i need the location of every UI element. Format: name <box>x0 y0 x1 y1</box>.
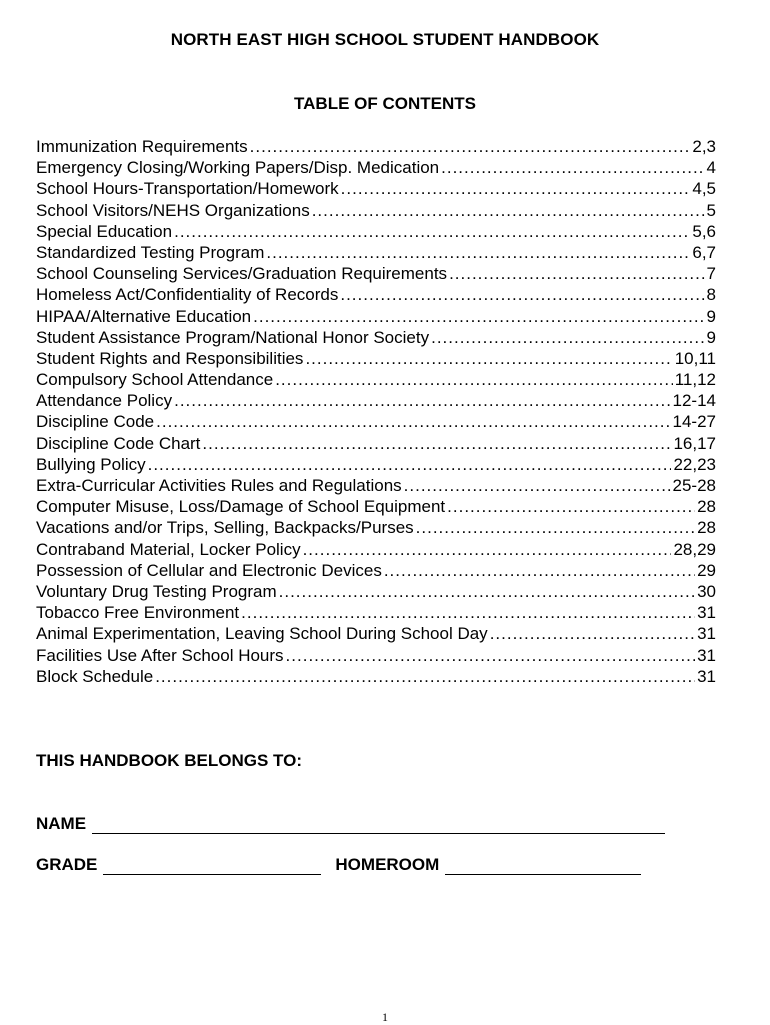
toc-entry <box>36 221 716 242</box>
toc-entry <box>36 645 716 666</box>
toc-leader-dots <box>449 263 704 284</box>
toc-leader-dots <box>490 623 695 644</box>
toc-entry <box>36 136 716 157</box>
toc-entry-page: 9 <box>706 327 716 347</box>
toc-entry-page: 4 <box>706 158 716 178</box>
toc-leader-dots <box>174 390 670 411</box>
toc-entry-page: 31 <box>697 624 716 644</box>
toc-entry-title: Student Assistance Program/National Honor Society <box>36 327 430 347</box>
toc-entry-title: Block Schedule <box>36 666 154 686</box>
toc-entry-page: 7 <box>706 264 716 284</box>
toc-entry-title: Attendance Policy <box>36 391 173 411</box>
toc-leader-dots <box>441 157 704 178</box>
toc-leader-dots <box>174 221 690 242</box>
toc-entry-title: Discipline Code Chart <box>36 433 201 453</box>
toc-entry-title: Compulsory School Attendance <box>36 370 274 390</box>
toc-leader-dots <box>384 560 695 581</box>
toc-entry-page: 29 <box>697 560 716 580</box>
toc-leader-dots <box>250 136 691 157</box>
toc-entry <box>36 539 716 560</box>
toc-leader-dots <box>341 178 691 199</box>
toc-entry-page: 14-27 <box>672 412 716 432</box>
toc-entry-title: Computer Misuse, Loss/Damage of School Equipment <box>36 497 446 517</box>
toc-entry <box>36 496 716 517</box>
toc-entry-page: 30 <box>697 581 716 601</box>
toc-leader-dots <box>404 475 671 496</box>
grade-blank-line <box>103 856 321 875</box>
toc-entry-title: Facilities Use After School Hours <box>36 645 284 665</box>
toc-entry-page: 22,23 <box>673 454 716 474</box>
toc-entry-page: 28 <box>697 518 716 538</box>
toc-leader-dots <box>241 602 695 623</box>
homeroom-blank-line <box>445 856 641 875</box>
toc-entry-page: 2,3 <box>692 137 716 156</box>
toc-entry-page: 6,7 <box>692 242 716 262</box>
toc-leader-dots <box>431 327 704 348</box>
toc-entry-title: HIPAA/Alternative Education <box>36 306 252 326</box>
toc-entry-page: 12-14 <box>672 391 716 411</box>
toc-entry-page: 16,17 <box>673 433 716 453</box>
toc-entry <box>36 327 716 348</box>
toc-entry-title: Animal Experimentation, Leaving School During School Day <box>36 624 488 644</box>
toc-entry-title: Voluntary Drug Testing Program <box>36 581 277 601</box>
belongs-to-label: THIS HANDBOOK BELONGS TO: <box>36 751 303 770</box>
name-blank-line <box>92 815 665 834</box>
toc-entry <box>36 517 716 538</box>
toc-leader-dots <box>202 433 671 454</box>
toc-leader-dots <box>303 539 672 560</box>
toc-leader-dots <box>275 369 673 390</box>
name-field-row <box>36 814 665 834</box>
toc-entry-title: School Counseling Services/Graduation Requirements <box>36 264 448 284</box>
toc-entry-title: Student Rights and Responsibilities <box>36 348 304 368</box>
toc-heading: TABLE OF CONTENTS <box>294 94 476 113</box>
page-number: 1 <box>382 1010 388 1024</box>
homeroom-label: HOMEROOM <box>335 855 440 874</box>
toc-entry-page: 8 <box>706 285 716 305</box>
toc-leader-dots <box>155 666 695 687</box>
toc-entry <box>36 157 716 178</box>
toc-entry-title: Standardized Testing Program <box>36 242 265 262</box>
toc-entry-title: Extra-Curricular Activities Rules and Regulations <box>36 476 402 495</box>
toc-entry <box>36 369 716 390</box>
name-label: NAME <box>36 814 87 833</box>
toc-leader-dots <box>266 242 690 263</box>
toc-entry <box>36 581 716 602</box>
toc-entry <box>36 475 716 496</box>
toc-entry-page: 10,11 <box>674 348 716 368</box>
grade-label: GRADE <box>36 855 98 874</box>
toc-entry-page: 28 <box>697 497 716 517</box>
toc-entry-title: Special Education <box>36 221 173 241</box>
table-of-contents <box>36 136 716 687</box>
toc-entry <box>36 623 716 644</box>
toc-entry-title: School Visitors/NEHS Organizations <box>36 200 310 220</box>
grade-homeroom-row <box>36 855 641 875</box>
toc-entry <box>36 306 716 327</box>
document-title: NORTH EAST HIGH SCHOOL STUDENT HANDBOOK <box>170 30 600 49</box>
toc-entry-title: Contraband Material, Locker Policy <box>36 539 301 559</box>
toc-leader-dots <box>416 517 695 538</box>
toc-entry-title: Emergency Closing/Working Papers/Disp. Medication <box>36 158 440 178</box>
toc-entry <box>36 200 716 221</box>
toc-entry <box>36 560 716 581</box>
toc-entry <box>36 433 716 454</box>
toc-entry-page: 11,12 <box>674 370 716 390</box>
toc-leader-dots <box>156 411 670 432</box>
toc-entry <box>36 666 716 687</box>
toc-leader-dots <box>279 581 695 602</box>
toc-entry <box>36 602 716 623</box>
toc-leader-dots <box>286 645 696 666</box>
toc-entry <box>36 178 716 199</box>
toc-entry-title: Vacations and/or Trips, Selling, Backpacks/Purses <box>36 518 414 538</box>
toc-entry <box>36 263 716 284</box>
toc-leader-dots <box>340 284 704 305</box>
toc-entry-page: 25-28 <box>672 476 716 495</box>
toc-entry-title: Homeless Act/Confidentiality of Records <box>36 285 339 305</box>
toc-entry-page: 5,6 <box>692 221 716 241</box>
toc-entry-title: Tobacco Free Environment <box>36 603 240 623</box>
toc-entry <box>36 284 716 305</box>
toc-entry-page: 9 <box>706 306 716 326</box>
toc-leader-dots <box>312 200 705 221</box>
toc-entry-title: Possession of Cellular and Electronic Devices <box>36 560 382 580</box>
toc-leader-dots <box>148 454 672 475</box>
toc-leader-dots <box>447 496 695 517</box>
toc-entry <box>36 390 716 411</box>
toc-entry-title: Bullying Policy <box>36 454 146 474</box>
toc-entry <box>36 242 716 263</box>
toc-entry-page: 31 <box>697 666 716 686</box>
toc-entry-title: Immunization Requirements <box>36 137 248 156</box>
toc-entry <box>36 454 716 475</box>
toc-leader-dots <box>305 348 672 369</box>
toc-entry <box>36 348 716 369</box>
toc-leader-dots <box>253 306 704 327</box>
toc-entry-page: 28,29 <box>673 539 716 559</box>
toc-entry <box>36 411 716 432</box>
toc-entry-title: School Hours-Transportation/Homework <box>36 179 339 199</box>
toc-entry-page: 31 <box>697 645 716 665</box>
toc-entry-page: 5 <box>706 200 716 220</box>
toc-entry-title: Discipline Code <box>36 412 155 432</box>
toc-entry-page: 4,5 <box>692 179 716 199</box>
toc-entry-page: 31 <box>697 603 716 623</box>
